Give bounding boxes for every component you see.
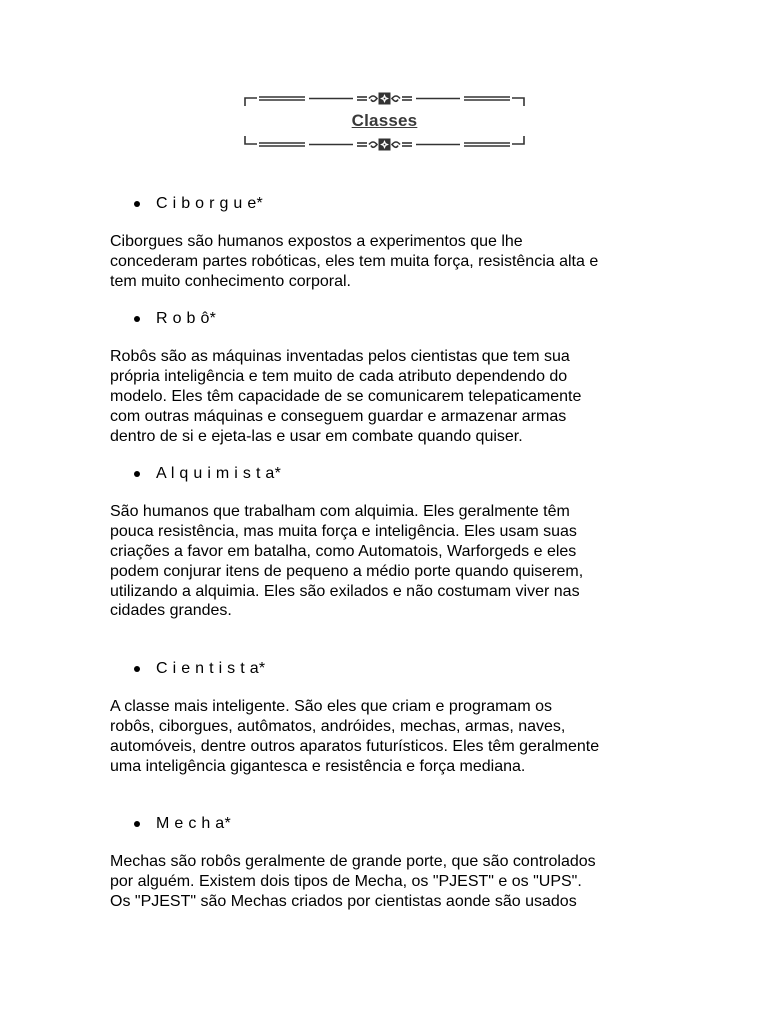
section-heading-label: C i b o r g u e* [156,195,264,212]
bullet-icon [134,821,140,827]
section-heading-label: R o b ô* [156,310,217,328]
bullet-icon [134,201,140,207]
section-heading-label: A l q u i m i s t a* [156,465,282,483]
title-banner [243,92,526,152]
section-heading-mecha [110,813,670,835]
bullet-icon [134,471,140,477]
section-paragraph: A classe mais inteligente. São eles que criam e programam os robôs, ciborgues, autômatos, andróides, mechas, armas, naves, automóveis, dentre outros aparatos futurísticos. Eles têm geralmente uma inteligência gigantesca e resistência e força mediana. [110,698,600,775]
section-heading-ciborgue [110,193,670,215]
section-paragraph: Robôs são as máquinas inventadas pelos cientistas que tem sua própria inteligência e tem muito de cada atributo dependendo do modelo. Eles têm capacidade de se comunicarem telepaticamente com outras máquinas e conseguem guardar e armazenar armas dentro de si e ejeta-las e usar em combate quando quiser. [110,348,582,445]
section-heading-robo [110,308,670,330]
document-body [110,193,670,912]
section-heading-label: M e c h a* [156,815,232,833]
section-heading-alquimista [110,463,670,485]
page-title: Classes [351,111,418,130]
bullet-icon [134,666,140,672]
section-heading-label: C i e n t i s t a* [156,660,266,678]
maltese-cross-icon [379,139,391,151]
maltese-cross-icon [379,93,391,105]
section-paragraph: São humanos que trabalham com alquimia. Eles geralmente têm pouca resistência, mas muita força e inteligência. Eles usam suas criações a favor em batalha, como Automatois, Warforgeds e eles podem conjurar itens de pequeno a médio porte quando quiserem, utilizando a alquimia. Eles são exilados e não costumam viver nas cidades grandes. [110,503,584,620]
section-paragraph: Ciborgues são humanos expostos a experimentos que lhe concederam partes robóticas, eles tem muita força, resistência alta e tem muito conhecimento corporal. [110,233,599,290]
bullet-icon [134,316,140,322]
section-paragraph: Mechas são robôs geralmente de grande porte, que são controlados por alguém. Existem dois tipos de Mecha, os "PJEST" e os "UPS". Os "PJEST" são Mechas criados por cientistas aonde são usados [110,853,596,910]
section-heading-cientista [110,658,670,680]
